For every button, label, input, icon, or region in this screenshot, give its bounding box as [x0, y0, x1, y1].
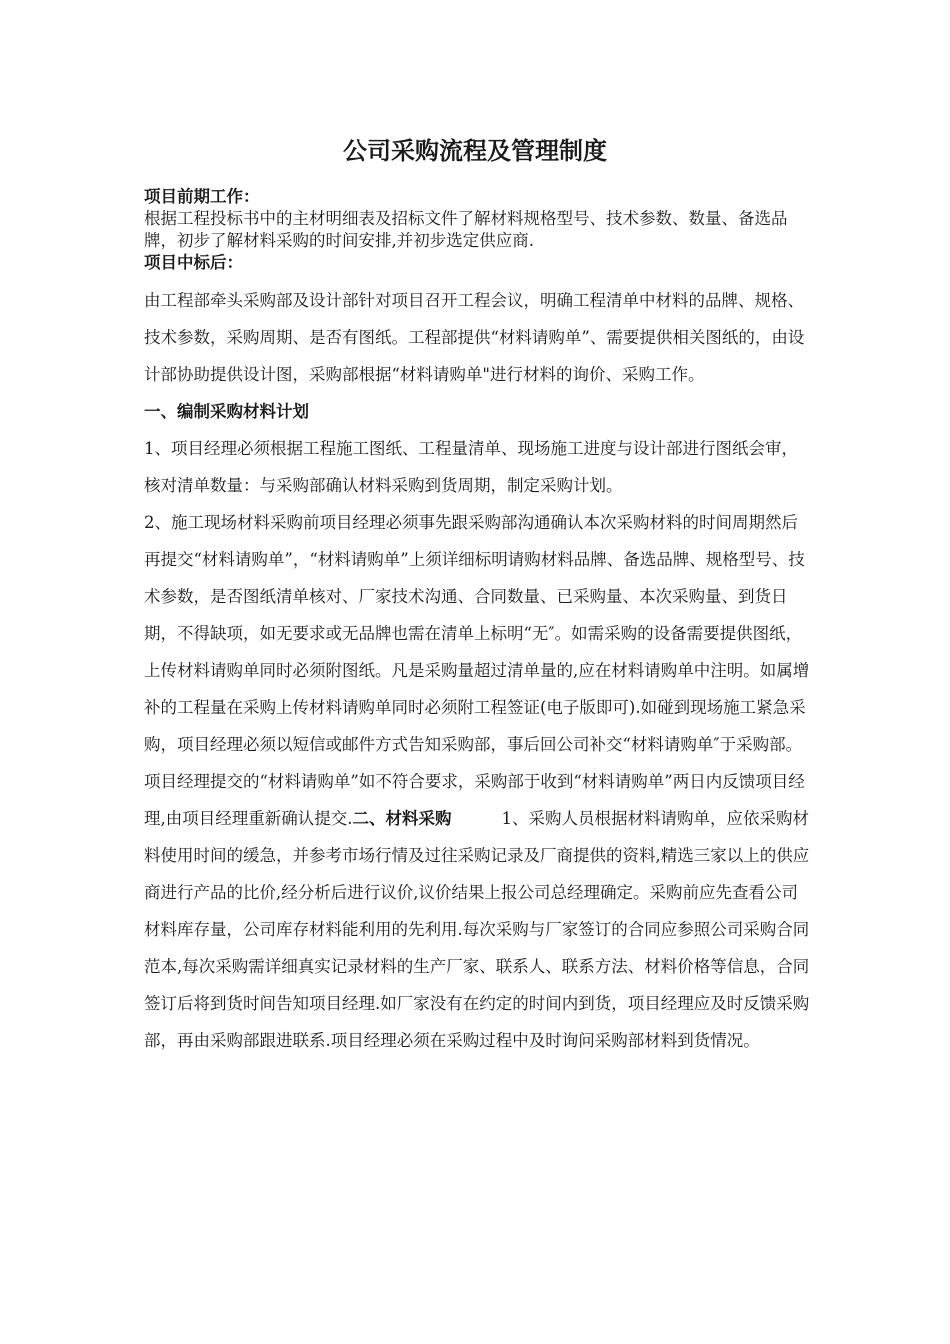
section2-item1: 1、采购人员根据材料请购单，应依采购材料使用时间的缓急，并参考市场行情及过往采购记录及厂商提供的资料,精选三家以上的供应商进行产品的比价,经分析后进行议价,议价结果上报公司总经理确定。采购前应先查看公司材料库存量，公司库存材料能利用的先利用.每次采购与厂家签订的合同应参照公司采购合同范本,每次采购需详细真实记录材料的生产厂家、联系人、联系方法、材料价格等信息，合同签订后将到货时间告知项目经理.如厂家没有在约定的时间内到货，项目经理应及时反馈采购部，再由采购部跟进联系.项目经理必须在采购过程中及时询问采购部材料到货情况。 [144, 809, 810, 1050]
section1-item2: 2、施工现场材料采购前项目经理必须事先跟采购部沟通确认本次采购材料的时间周期然后再提交“材料请购单”，“材料请购单”上须详细标明请购材料品牌、备选品牌、规格型号、技术参数，是否图纸清单核对、厂家技术沟通、合同数量、已采购量、本次采购量、到货日期，不得缺项，如无要求或无品牌也需在清单上标明“无″。如需采购的设备需要提供图纸，上传材料请购单同时必须附图纸。凡是采购量超过清单量的,应在材料请购单中注明。如属增补的工程量在采购上传材料请购单同时必须附工程签证(电子版即可).如碰到现场施工紧急采购，项目经理必须以短信或邮件方式告知采购部，事后回公司补交“材料请购单″于采购部。项目经理提交的“材料请购单”如不符合要求，采购部于收到“材料请购单”两日内反馈项目经理,由项目经理重新确认提交. [144, 513, 810, 828]
after-bid-heading: 项目中标后： [144, 253, 243, 272]
document-body [144, 186, 814, 1059]
section2-heading: 二、材料采购 [352, 809, 452, 828]
after-bid-text: 由工程部牵头采购部及设计部针对项目召开工程会议，明确工程清单中材料的品牌、规格、技术参数，采购周期、是否有图纸。工程部提供“材料请购单”、需要提供相关图纸的，由设计部协助提供设计图，采购部根据“材料请购单"进行材料的询价、采购工作。 [144, 291, 805, 384]
section1-item1: 1、项目经理必须根据工程施工图纸、工程量清单、现场施工进度与设计部进行图纸会审，核对清单数量：与采购部确认材料采购到货周期，制定采购计划。 [144, 439, 798, 495]
section1-item2-block [144, 504, 814, 1059]
pre-project-heading: 项目前期工作： [144, 187, 260, 206]
section1-heading: 一、编制采购材料计划 [144, 402, 309, 421]
pre-project-text: 根据工程投标书中的主材明细表及招标文件了解材料规格型号、技术参数、数量、备选品牌，初步了解材料采购的时间安排,并初步选定供应商. [144, 209, 788, 250]
document-title: 公司采购流程及管理制度 [343, 137, 607, 165]
